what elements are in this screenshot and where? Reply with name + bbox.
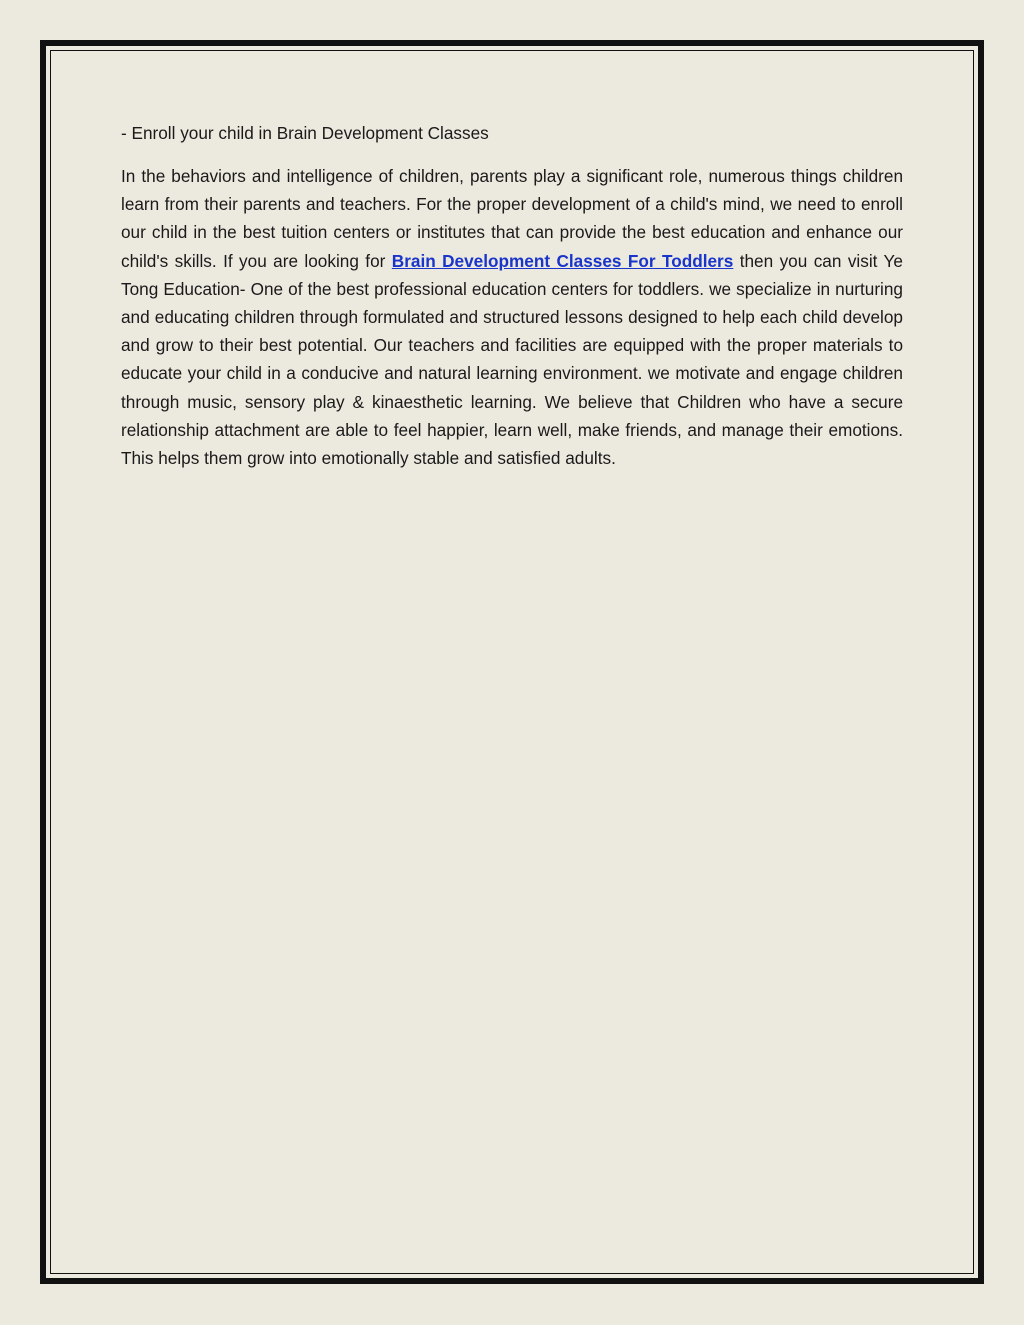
document-content [121,120,903,472]
body-paragraph [121,162,903,472]
paragraph-text-after-link: then you can visit Ye Tong Education- One of the best professional education centers for toddlers. we specialize in nurturing and educating children through formulated and structured lessons designed to help each child develop and grow to their best potential. Our teachers and facilities are equipped with the proper materials to educate your child in a conducive and natural learning environment. we motivate and engage children through music, sensory play & kinaesthetic learning. We believe that Children who have a secure relationship attachment are able to feel happier, learn well, make friends, and manage their emotions. This helps them grow into emotionally stable and satisfied adults. [121,250,903,469]
brain-development-classes-link[interactable]: Brain Development Classes For Toddlers [391,250,734,271]
paragraph-text-before-link: In the behaviors and intelligence of children, parents play a significant role, numerous things children learn from their parents and teachers. For the proper development of a child's mind, we need to enroll our child in the best tuition centers or institutes that can provide the best education and enhance our child's skills. If you are looking for [121,166,903,271]
document-heading: - Enroll your child in Brain Development Classes [121,123,489,143]
